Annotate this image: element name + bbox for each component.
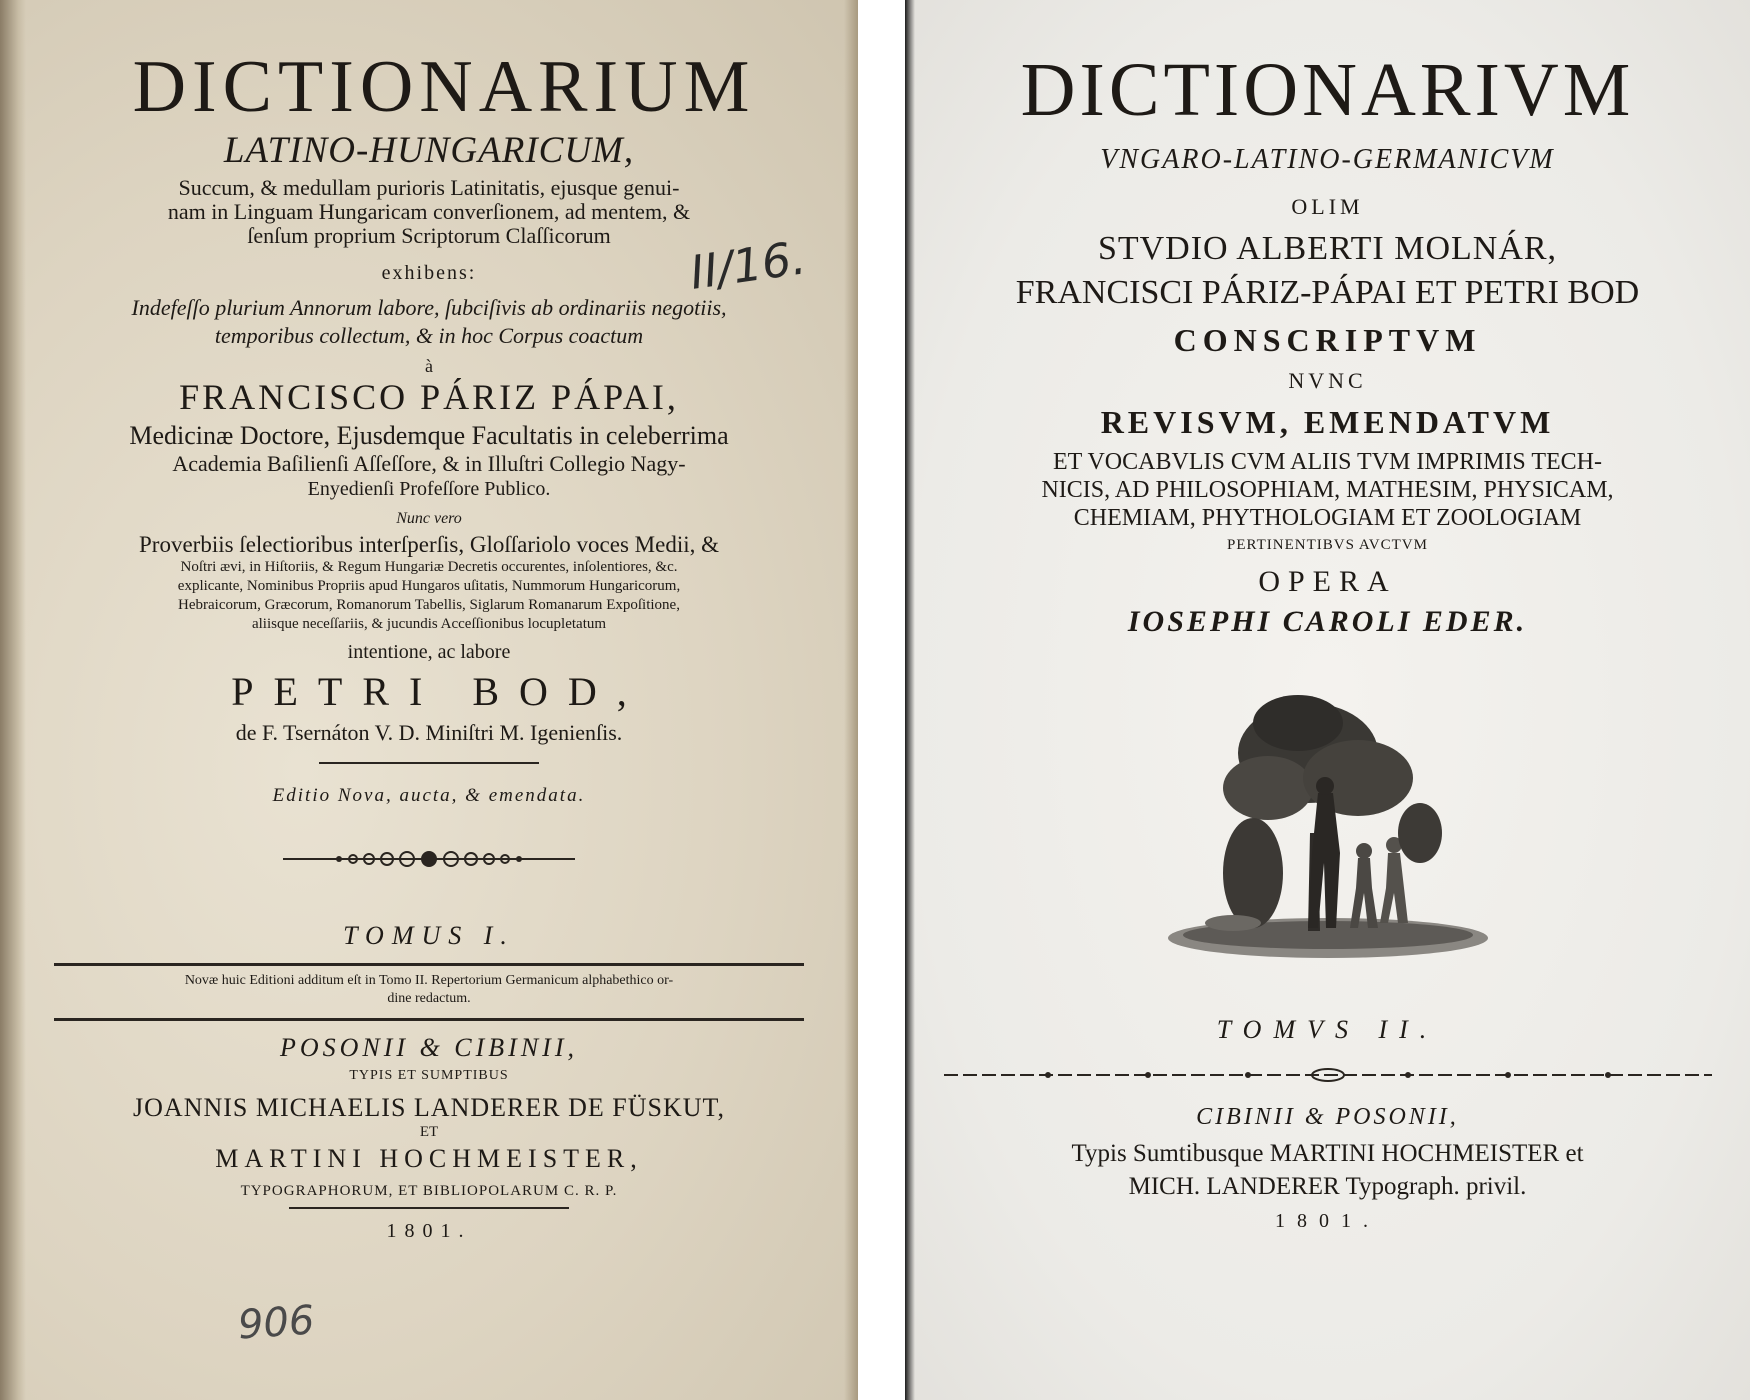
right-authors: FRANCISCI PÁRIZ-PÁPAI ET PETRI BOD bbox=[1015, 274, 1640, 311]
left-editor: PETRI BOD, bbox=[231, 669, 647, 714]
proverbiis-line: Proverbiis ſelectioribus interſperſis, Gloſſariolo voces Medii, & bbox=[139, 532, 719, 557]
short-rule bbox=[319, 762, 539, 764]
vocab-line: ET VOCABVLIS CVM ALIIS TVM IMPRIMIS TECH- bbox=[1053, 449, 1602, 475]
left-title: DICTIONARIUM bbox=[132, 46, 756, 128]
proverbiis-line: Noſtri ævi, in Hiſtoriis, & Regum Hungariæ Decretis occurentes, inſolentiores, &c. bbox=[180, 559, 678, 575]
dotted-rule-divider bbox=[938, 1065, 1718, 1085]
ornament-divider bbox=[279, 847, 579, 871]
left-editor-sub: de F. Tsernáton V. D. Miniſtri M. Igenienſis. bbox=[235, 720, 623, 745]
vocab-line: NICIS, AD PHILOSOPHIAM, MATHESIM, PHYSICAM, bbox=[1041, 477, 1614, 503]
left-intentione: intentione, ac labore bbox=[347, 641, 511, 663]
right-opera: OPERA bbox=[1258, 565, 1397, 598]
left-edition: Editio Nova, aucta, & emendata. bbox=[272, 785, 586, 806]
right-title-page bbox=[905, 0, 1750, 1400]
note-line: Novæ huic Editioni additum eſt in Tomo II. Repertorium Germanicum alphabethico or- bbox=[184, 973, 674, 988]
desc-line: Succum, & medullam purioris Latinitatis, ejusque genui- bbox=[178, 175, 680, 200]
labor-line: temporibus collectum, & in hoc Corpus coactum bbox=[214, 323, 644, 348]
left-nunc-vero: Nunc vero bbox=[396, 510, 462, 527]
left-subtitle: LATINO-HUNGARICUM, bbox=[223, 130, 635, 171]
right-text-block bbox=[905, 48, 1750, 1232]
left-printer1: JOANNIS MICHAELIS LANDERER DE FÜSKUT, bbox=[133, 1093, 725, 1122]
right-nunc: NVNC bbox=[1288, 368, 1367, 393]
right-studio: STVDIO ALBERTI MOLNÁR, bbox=[1097, 230, 1558, 267]
right-printer-line: MICH. LANDERER Typograph. privil. bbox=[1128, 1173, 1527, 1200]
desc-line: nam in Linguam Hungaricam converſionem, ad mentem, & bbox=[167, 199, 691, 224]
tree-vignette-image bbox=[1158, 683, 1498, 973]
right-tomus: TOMVS II. bbox=[1216, 1015, 1439, 1044]
right-typis-line: Typis Sumtibusque MARTINI HOCHMEISTER et bbox=[1071, 1140, 1584, 1167]
proverbiis-line: Hebraicorum, Græcorum, Romanorum Tabellis, Siglarum Romanarum Expoſitione, bbox=[178, 597, 680, 613]
left-year: 1801. bbox=[386, 1220, 472, 1242]
right-year: 1801. bbox=[1275, 1210, 1380, 1232]
credential-line: Medicinæ Doctore, Ejusdemque Facultatis in celeberrima bbox=[129, 421, 729, 450]
handwritten-number: 906 bbox=[236, 1297, 316, 1349]
right-place: CIBINII & POSONII, bbox=[1196, 1104, 1459, 1130]
left-author: FRANCISCO PÁRIZ PÁPAI, bbox=[179, 377, 679, 417]
handwritten-shelfmark: II/16. bbox=[686, 230, 809, 300]
vocab-line: CHEMIAM, PHYTHOLOGIAM ET ZOOLOGIAM bbox=[1073, 505, 1582, 531]
labor-line: Indefeſſo plurium Annorum labore, ſubciſivis ab ordinariis negotiis, bbox=[131, 295, 727, 320]
right-olim: OLIM bbox=[1291, 194, 1364, 219]
left-text-block bbox=[0, 46, 858, 1242]
right-pertinentibus: PERTINENTIBVS AVCTVM bbox=[1227, 537, 1428, 553]
left-proverbiis bbox=[0, 533, 858, 632]
left-note bbox=[0, 974, 858, 1006]
imprint-rule bbox=[54, 1018, 804, 1021]
credential-line: Academia Baſilienſi Aſſeſſore, & in Illuſtri Collegio Nagy- bbox=[172, 451, 686, 476]
right-subtitle: VNGARO-LATINO-GERMANICVM bbox=[1100, 144, 1555, 175]
desc-line: ſenſum proprium Scriptorum Claſſicorum bbox=[247, 223, 611, 248]
year-rule bbox=[289, 1207, 569, 1209]
left-title-page bbox=[0, 0, 858, 1400]
left-typis: TYPIS ET SUMPTIBUS bbox=[349, 1068, 509, 1083]
left-labor bbox=[0, 297, 858, 347]
left-printer2: MARTINI HOCHMEISTER, bbox=[215, 1144, 643, 1173]
right-editor: IOSEPHI CAROLI EDER. bbox=[1127, 605, 1528, 638]
tomus-rule bbox=[54, 963, 804, 966]
right-conscriptum: CONSCRIPTVM bbox=[1173, 322, 1482, 358]
credential-line: Enyedienſi Profeſſore Publico. bbox=[307, 478, 551, 500]
left-exhibens: exhibens: bbox=[381, 262, 477, 284]
right-revisum: REVISVM, EMENDATVM bbox=[1100, 404, 1555, 440]
left-description bbox=[0, 177, 858, 247]
right-title: DICTIONARIVM bbox=[1020, 48, 1635, 132]
left-et: ET bbox=[419, 1124, 439, 1140]
note-line: dine redactum. bbox=[387, 991, 471, 1006]
left-a: à bbox=[425, 356, 433, 376]
left-author-credentials bbox=[0, 423, 858, 499]
left-typographorum: TYPOGRAPHORUM, ET BIBLIOPOLARUM C. R. P. bbox=[240, 1183, 618, 1199]
proverbiis-line: explicante, Nominibus Propriis apud Hungaros uſitatis, Nummorum Hungaricorum, bbox=[177, 578, 681, 594]
proverbiis-line: aliisque neceſſariis, & jucundis Acceſſionibus locupletatum bbox=[251, 616, 607, 632]
left-tomus: TOMUS I. bbox=[343, 921, 515, 950]
left-place: POSONII & CIBINII, bbox=[279, 1033, 578, 1062]
right-vocabulis bbox=[905, 450, 1750, 530]
